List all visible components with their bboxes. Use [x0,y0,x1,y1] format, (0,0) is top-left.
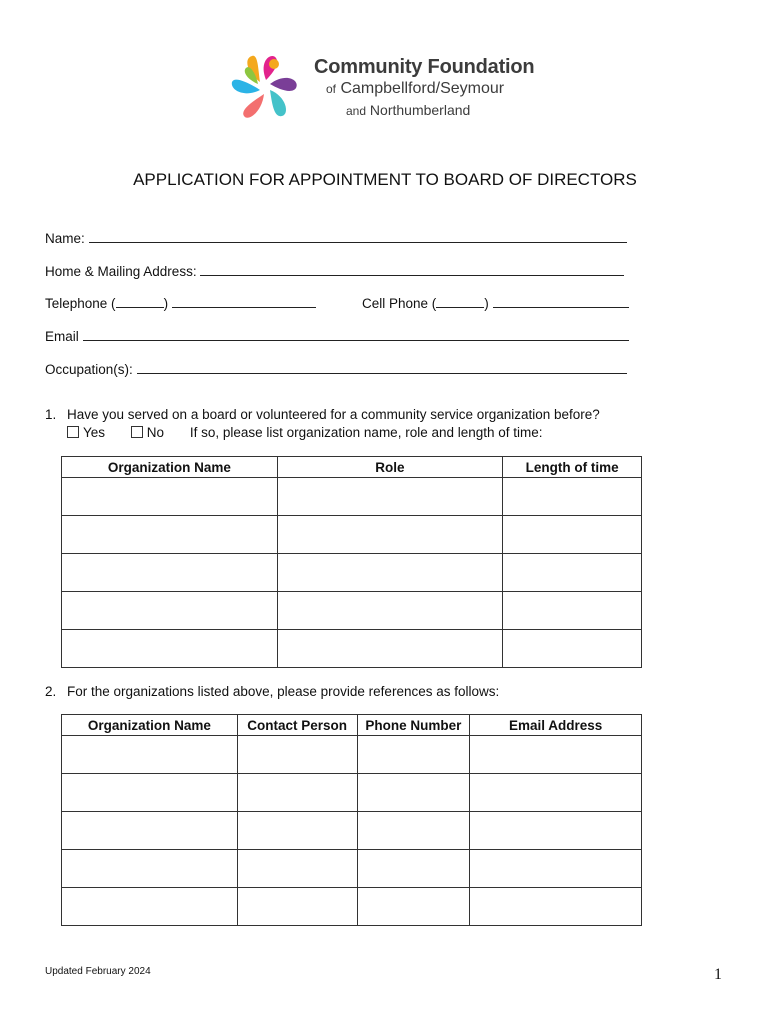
table-cell[interactable] [503,478,642,516]
question-1-options [67,425,543,440]
table-cell[interactable] [62,888,238,926]
cell-area-code-line[interactable] [436,293,484,308]
email-label: Email [45,329,79,344]
foundation-logo [228,50,538,126]
occupation-field [45,359,627,377]
table-cell[interactable] [62,736,238,774]
name-input-line[interactable] [89,228,627,243]
table-cell[interactable] [503,554,642,592]
table-cell[interactable] [277,592,503,630]
table-row [62,850,642,888]
table-cell[interactable] [277,630,503,668]
yes-option[interactable]: Yes [67,425,105,440]
logo-text [314,56,534,121]
table-cell[interactable] [62,592,278,630]
experience-table [61,456,642,668]
table-cell[interactable] [237,774,357,812]
table-row [62,812,642,850]
table-row [62,888,642,926]
question-1: 1. Have you served on a board or volunteered for a community service organization before? [45,407,600,422]
cell-phone-field: Cell Phone ( ) [362,293,629,311]
table-cell[interactable] [62,516,278,554]
table-cell[interactable] [277,554,503,592]
column-header: Phone Number [357,715,470,736]
table-cell[interactable] [237,736,357,774]
column-header: Length of time [503,457,642,478]
table-cell[interactable] [277,516,503,554]
question-2-text: For the organizations listed above, please provide references as follows: [67,684,500,699]
no-checkbox[interactable] [131,426,143,438]
telephone-input-line[interactable] [172,293,316,308]
table-cell[interactable] [237,812,357,850]
table-cell[interactable] [62,774,238,812]
occupation-label: Occupation(s): [45,362,133,377]
references-table [61,714,642,926]
question-1-followup: If so, please list organization name, role and length of time: [189,425,543,440]
table-row [62,592,642,630]
table-cell[interactable] [357,774,470,812]
table-cell[interactable] [62,630,278,668]
column-header: Organization Name [62,457,278,478]
logo-title: Community Foundation [314,56,535,78]
yes-checkbox[interactable] [67,426,79,438]
table-cell[interactable] [470,774,642,812]
table-cell[interactable] [277,478,503,516]
logo-subtitle-1: of Campbellford/Seymour [326,80,505,97]
question-2: 2. For the organizations listed above, please provide references as follows: [45,684,500,699]
question-1-text: Have you served on a board or volunteered for a community service organization before? [67,407,600,422]
column-header: Contact Person [237,715,357,736]
page-title: APPLICATION FOR APPOINTMENT TO BOARD OF DIRECTORS [133,170,637,189]
table-cell[interactable] [470,736,642,774]
column-header: Organization Name [62,715,238,736]
column-header: Role [277,457,503,478]
name-field [45,228,627,246]
page-number: 1 [714,966,722,983]
table-cell[interactable] [357,850,470,888]
table-header-row [62,715,642,736]
table-row [62,630,642,668]
table-cell[interactable] [237,888,357,926]
table-cell[interactable] [503,516,642,554]
table-cell[interactable] [470,850,642,888]
table-row [62,478,642,516]
table-row [62,774,642,812]
table-cell[interactable] [357,888,470,926]
pinwheel-logo-icon [228,50,304,126]
column-header: Email Address [470,715,642,736]
telephone-label: Telephone ( [45,296,116,311]
table-cell[interactable] [503,630,642,668]
table-row [62,736,642,774]
email-input-line[interactable] [83,326,629,341]
cell-phone-input-line[interactable] [493,293,629,308]
table-cell[interactable] [470,888,642,926]
table-cell[interactable] [62,812,238,850]
updated-date: Updated February 2024 [45,966,151,977]
table-cell[interactable] [237,850,357,888]
table-cell[interactable] [357,812,470,850]
logo-subtitle-2: and Northumberland [346,102,471,118]
telephone-field: Telephone ( ) [45,293,316,311]
table-header-row [62,457,642,478]
cell-phone-label: Cell Phone ( [362,296,437,311]
table-row [62,554,642,592]
address-input-line[interactable] [200,261,624,276]
address-label: Home & Mailing Address: [45,264,197,279]
no-option[interactable]: No [131,425,164,440]
table-cell[interactable] [470,812,642,850]
table-cell[interactable] [357,736,470,774]
occupation-input-line[interactable] [137,359,627,374]
table-cell[interactable] [503,592,642,630]
address-field [45,261,624,279]
table-cell[interactable] [62,850,238,888]
table-cell[interactable] [62,554,278,592]
table-cell[interactable] [62,478,278,516]
table-row [62,516,642,554]
name-label: Name: [45,231,85,246]
telephone-area-code-line[interactable] [116,293,164,308]
email-field [45,326,629,344]
